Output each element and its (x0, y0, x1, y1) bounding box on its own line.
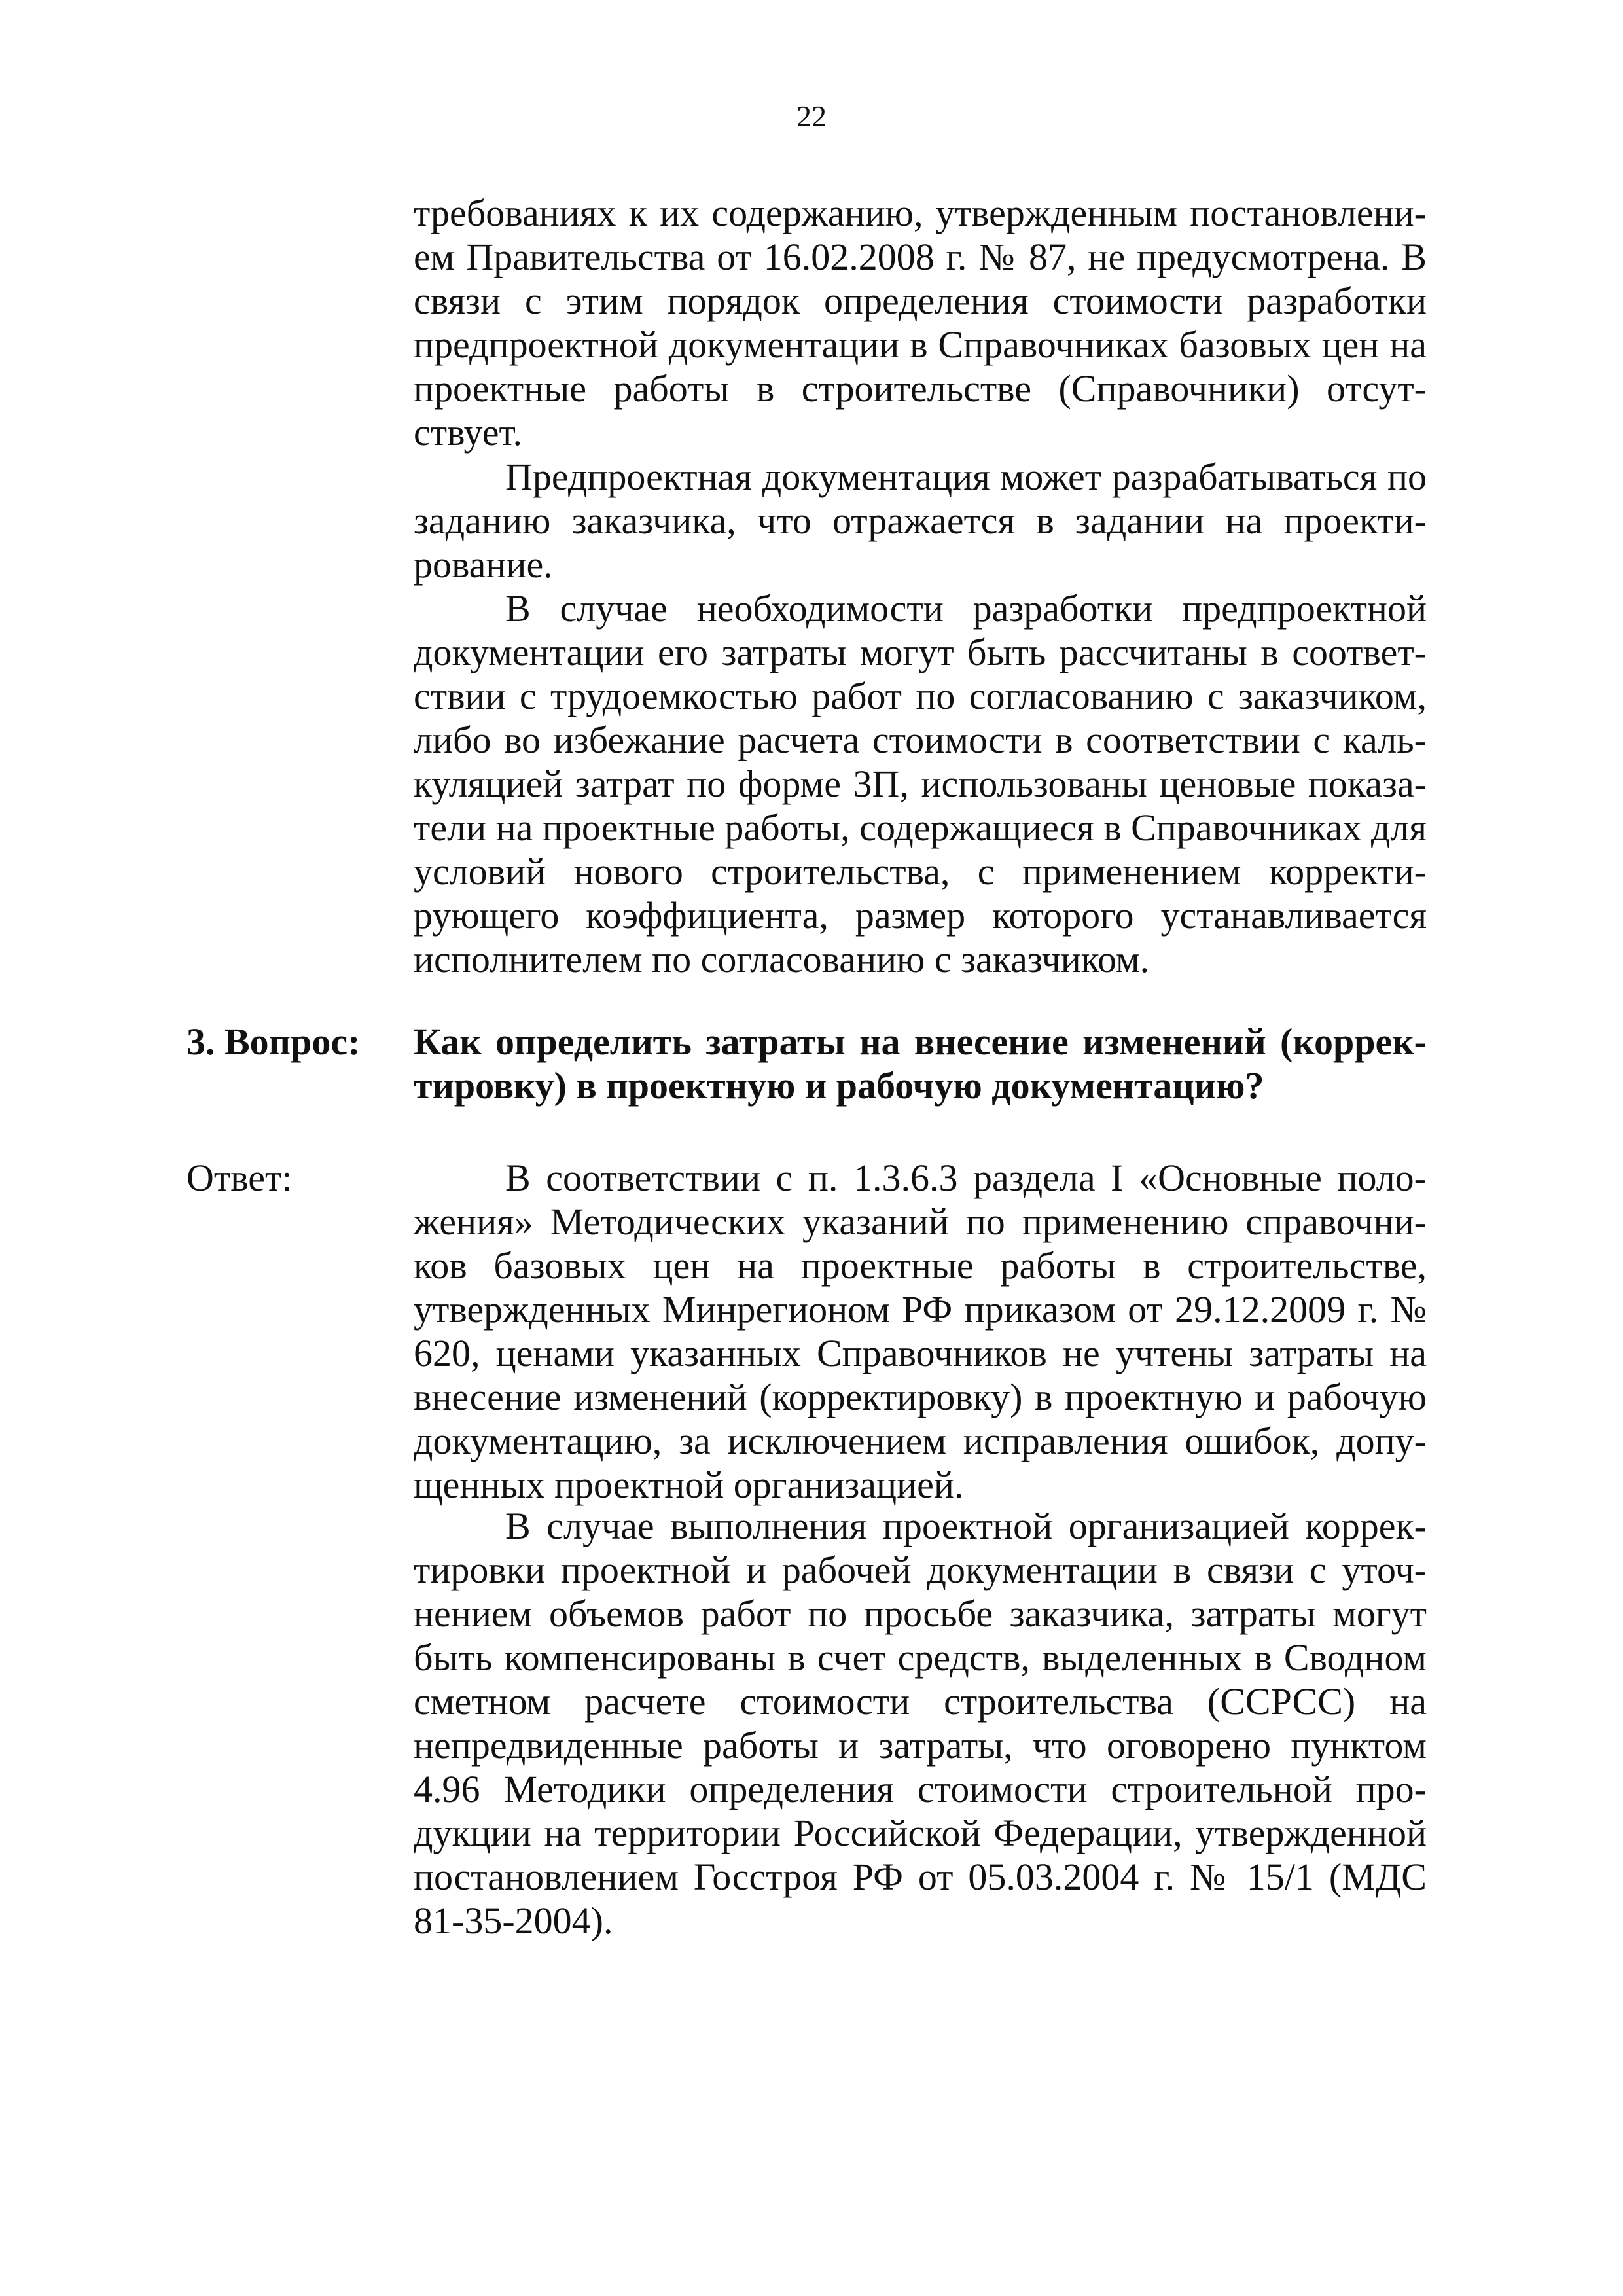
page-number: 22 (796, 99, 827, 133)
paragraph-text: В случае выполнения проектной организацией корректировки проектной и рабочей документации в связи с уточнением объемов работ по просьбе заказчика, затраты могут быть компенсированы в счет средств, выделенных в Сводном сметном расчете стоимости строительства (ССРСС) на непредвиденные работы и затраты, что оговорено пунктом 4.96 Методики определения стоимости строительной продукции на территории Российской Федерации, утвержденной постановлением Госстроя РФ от 05.03.2004 г. № 15/1 (МДС 81-35-2004). (414, 1505, 1427, 1942)
answer-label: Ответ: (187, 1157, 293, 1199)
question-text: Как определить затраты на внесение изменений (корректировку) в проектную и рабочую документацию? (414, 1020, 1427, 1107)
paragraph (414, 586, 1427, 981)
answer-paragraph (414, 1504, 1427, 1943)
paragraph-text: В соответствии с п. 1.3.6.3 раздела I «Основные положения» Методических указаний по применению справочников базовых цен на проектные работы в строительстве, утвержденных Минрегионом РФ приказом от 29.12.2009 г. № 620, ценами указанных Справочников не учтены затраты на внесение изменений (корректировку) в проектную и рабочую документацию, за исключением исправления ошибок, допущенных проектной организацией. (414, 1157, 1427, 1506)
paragraph-text: требованиях к их содержанию, утвержденным постановлением Правительства от 16.02.2008 г. № 87, не предусмотрена. В связи с этим порядок определения стоимости разработки предпроектной документации в Справочниках базовых цен на проектные работы в строительстве (Справочники) отсутствует. (414, 192, 1427, 454)
question-label: 3. Вопрос: (187, 1020, 361, 1063)
paragraph (414, 455, 1427, 586)
continued-paragraph (414, 191, 1427, 454)
paragraph-text: В случае необходимости разработки предпроектной документации его затраты могут быть рассчитаны в соответствии с трудоемкостью работ по согласованию с заказчиком, либо во избежание расчета стоимости в соответствии с калькуляцией затрат по форме 3П, использованы ценовые показатели на проектные работы, содержащиеся в Справочниках для условий нового строительства, с применением корректирующего коэффициента, размер которого устанавливается исполнителем по согласованию с заказчиком. (414, 587, 1427, 980)
answer-paragraph (414, 1156, 1427, 1507)
paragraph-text: Предпроектная документация может разрабатываться по заданию заказчика, что отражается в задании на проектирование. (414, 456, 1427, 586)
